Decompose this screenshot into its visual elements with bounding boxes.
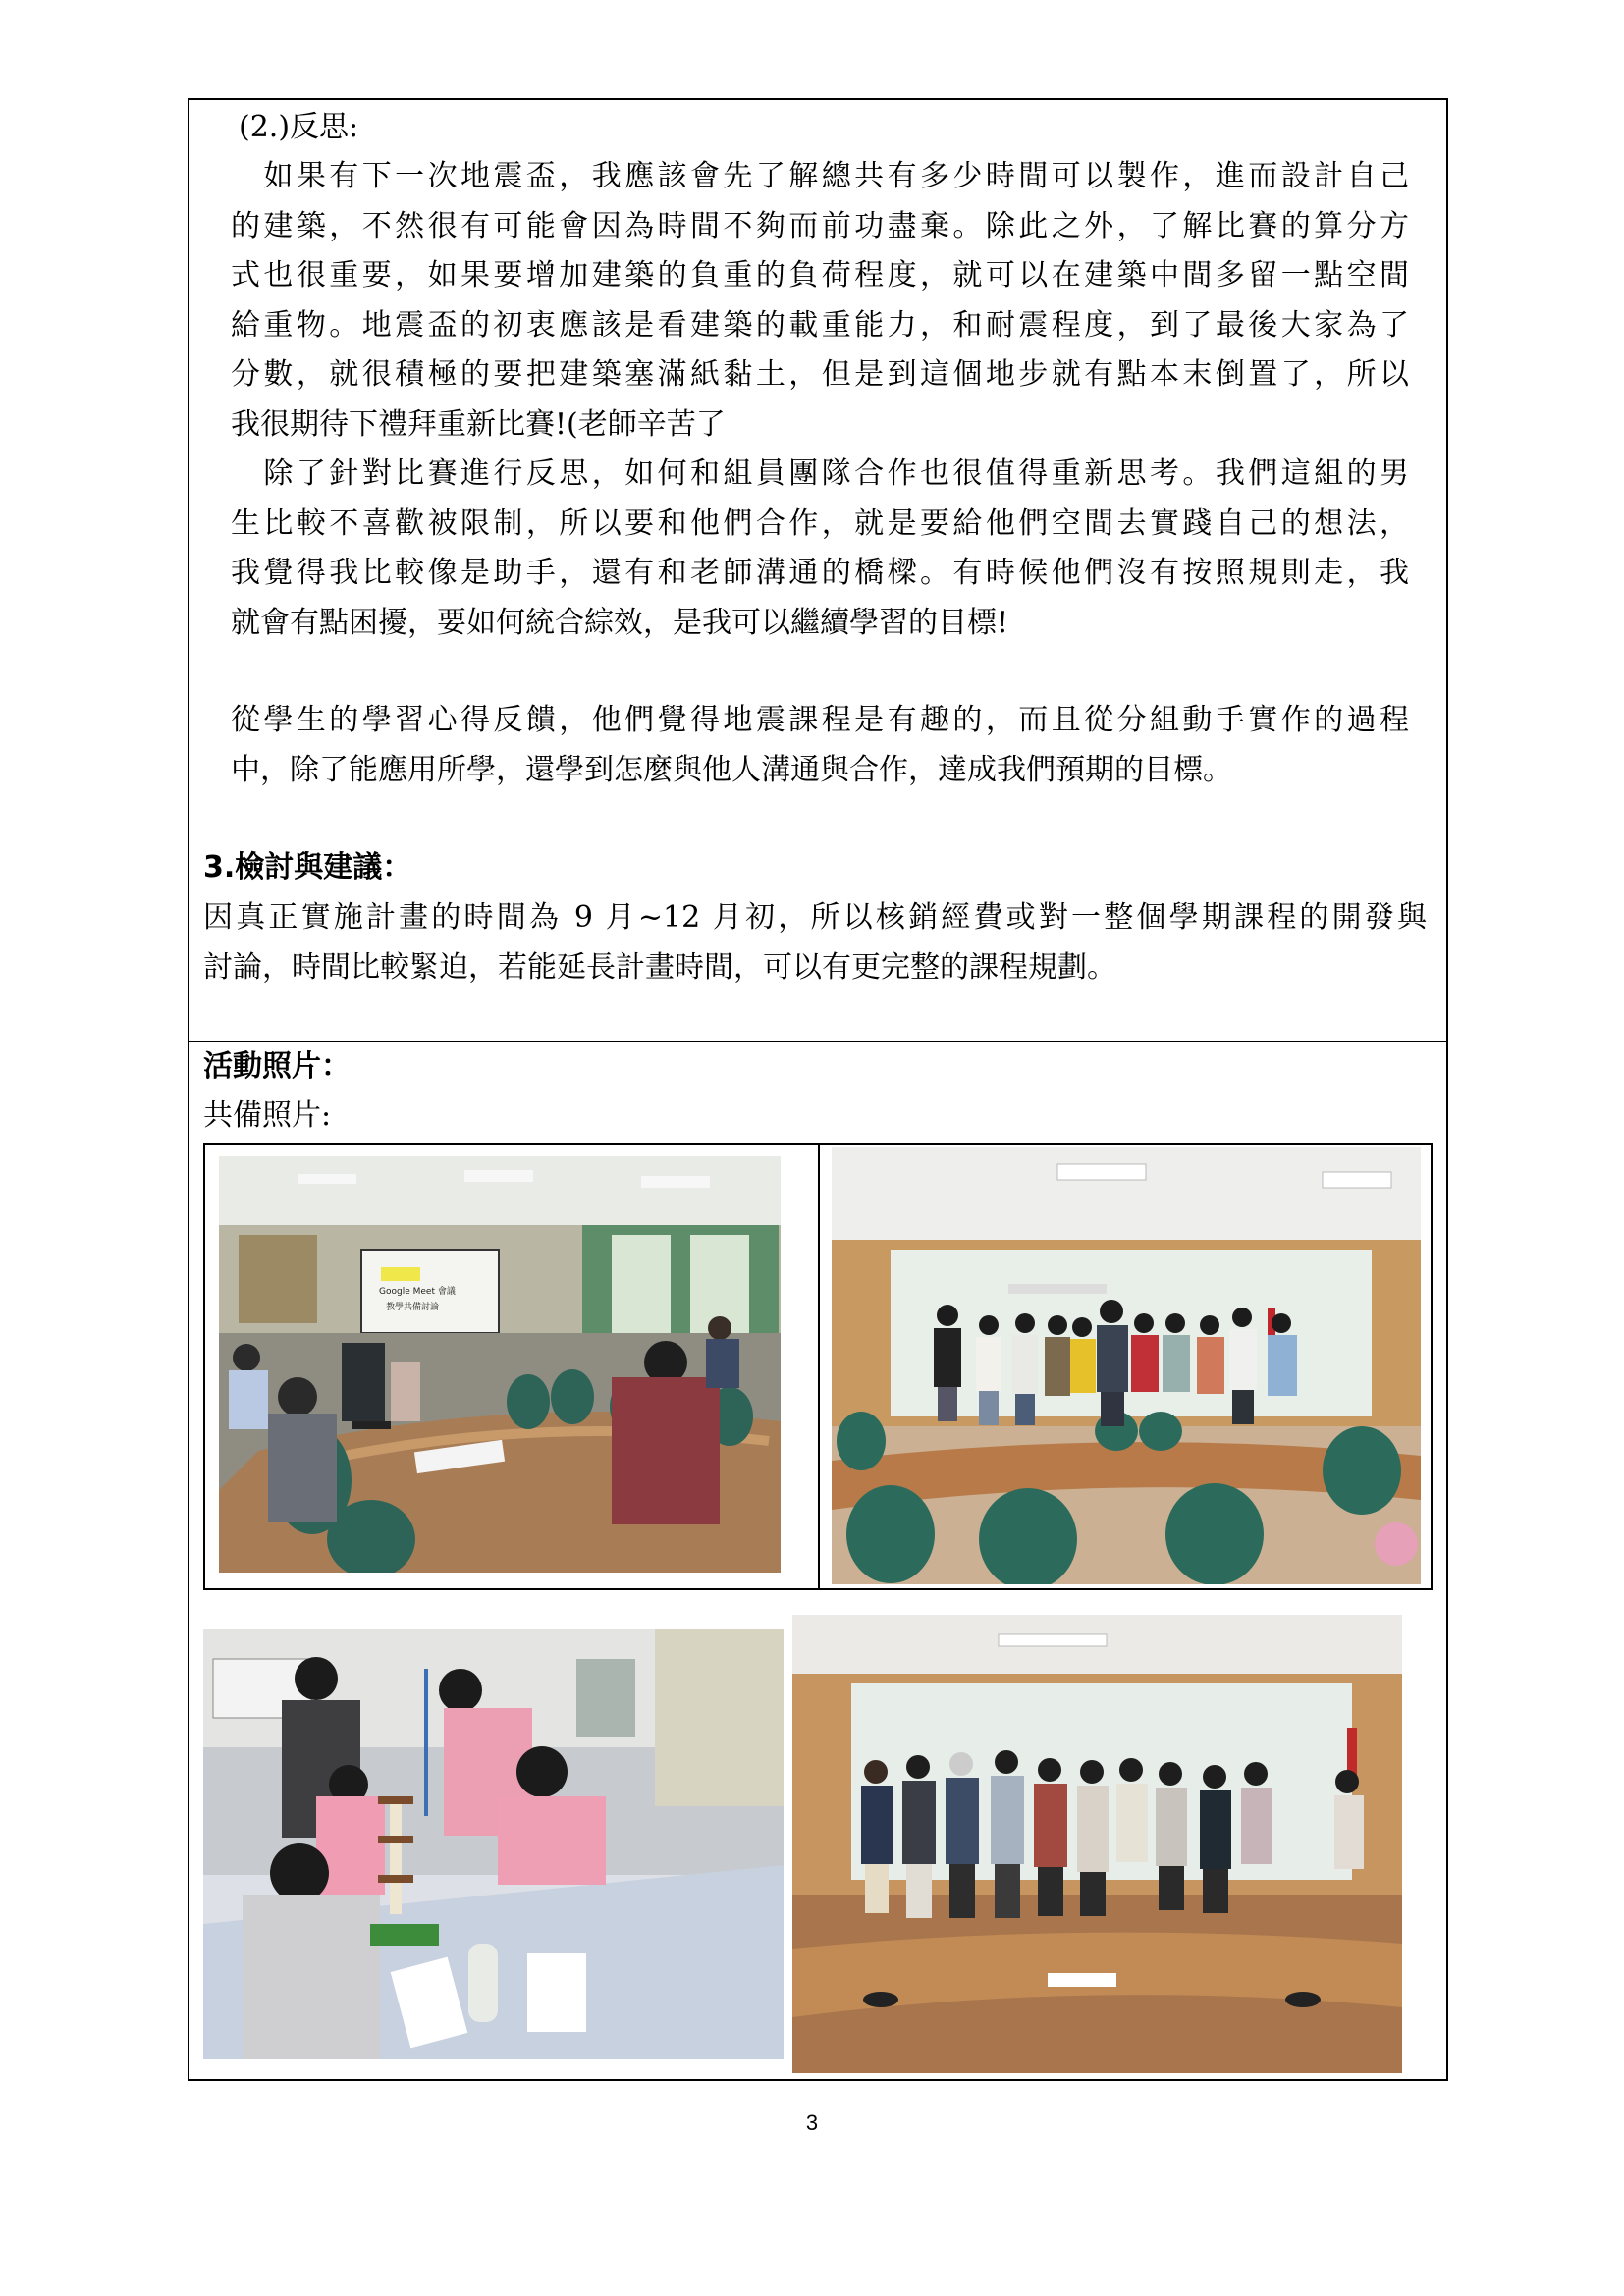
paragraph-line: 分數，就很積極的要把建築塞滿紙黏土，但是到這個地步就有點本末倒置了，所以 — [231, 357, 1409, 392]
paragraph-line: 除了針對比賽進行反思，如何和組員團隊合作也很值得重新思考。我們這組的男 — [231, 456, 1409, 491]
content-frame — [188, 98, 1448, 2081]
photo-table-divider — [818, 1145, 820, 1588]
paragraph-line: 我很期待下禮拜重新比賽!(老師辛苦了 — [231, 406, 726, 442]
photos-subheading: 共備照片: — [203, 1098, 332, 1133]
people-group — [934, 1300, 1297, 1426]
photo1-screen-label-1: Google Meet 會議 — [379, 1287, 456, 1297]
feedback-paragraph — [231, 696, 1409, 795]
paragraph-line: 從學生的學習心得反饋，他們覺得地震課程是有趣的，而且從分組動手實作的過程 — [231, 703, 1409, 737]
reflection-heading: (2.)反思: — [239, 110, 359, 144]
photo-co-planning-group — [832, 1147, 1421, 1584]
photo-co-planning-group-image — [832, 1147, 1421, 1584]
photo-co-planning-classroom — [219, 1156, 781, 1573]
photos-heading: 活動照片： — [203, 1049, 351, 1084]
photo-students-building-image — [203, 1629, 784, 2059]
paragraph-line: 因真正實施計畫的時間為 9 月~12 月初，所以核銷經費或對一整個學期課程的開發與 — [203, 900, 1427, 934]
paragraph-line: 討論，時間比較緊迫，若能延長計畫時間，可以有更完整的課程規劃。 — [203, 949, 1116, 985]
paragraph-line: 我覺得我比較像是助手，還有和老師溝通的橋樑。有時候他們沒有按照規則走，我 — [231, 556, 1409, 590]
photo-group-bottom-image — [792, 1615, 1402, 2073]
paragraph-line: 式也很重要，如果要增加建築的負重的負荷程度，就可以在建築中間多留一點空間 — [231, 258, 1409, 293]
reflection-paragraph-2 — [231, 450, 1409, 648]
paragraph-line: 就會有點困擾，要如何統合綜效，是我可以繼續學習的目標! — [231, 605, 1009, 640]
review-paragraph — [203, 893, 1427, 992]
reflection-paragraph-1 — [231, 152, 1409, 450]
photo-students-building — [203, 1629, 784, 2059]
photo-co-planning-classroom-image — [219, 1156, 781, 1573]
review-heading: 3.檢討與建議： — [203, 850, 412, 884]
photo1-screen-label-2: 教學共備討論 — [386, 1303, 440, 1312]
photo-group-bottom — [792, 1615, 1402, 2073]
photo-table — [203, 1143, 1433, 1590]
paragraph-line: 給重物。地震盃的初衷應該是看建築的載重能力，和耐震程度，到了最後大家為了 — [231, 307, 1409, 343]
page-number: 3 — [805, 2110, 819, 2135]
paragraph-line: 的建築，不然很有可能會因為時間不夠而前功盡棄。除此之外，了解比賽的算分方 — [231, 208, 1409, 243]
paragraph-line: 生比較不喜歡被限制，所以要和他們合作，就是要給他們空間去實踐自己的想法， — [231, 506, 1409, 541]
paragraph-line: 如果有下一次地震盃，我應該會先了解總共有多少時間可以製作，進而設計自己 — [231, 159, 1409, 193]
section-divider — [189, 1041, 1446, 1042]
paragraph-line: 中，除了能應用所學，還學到怎麼與他人溝通與合作，達成我們預期的目標。 — [231, 752, 1232, 787]
